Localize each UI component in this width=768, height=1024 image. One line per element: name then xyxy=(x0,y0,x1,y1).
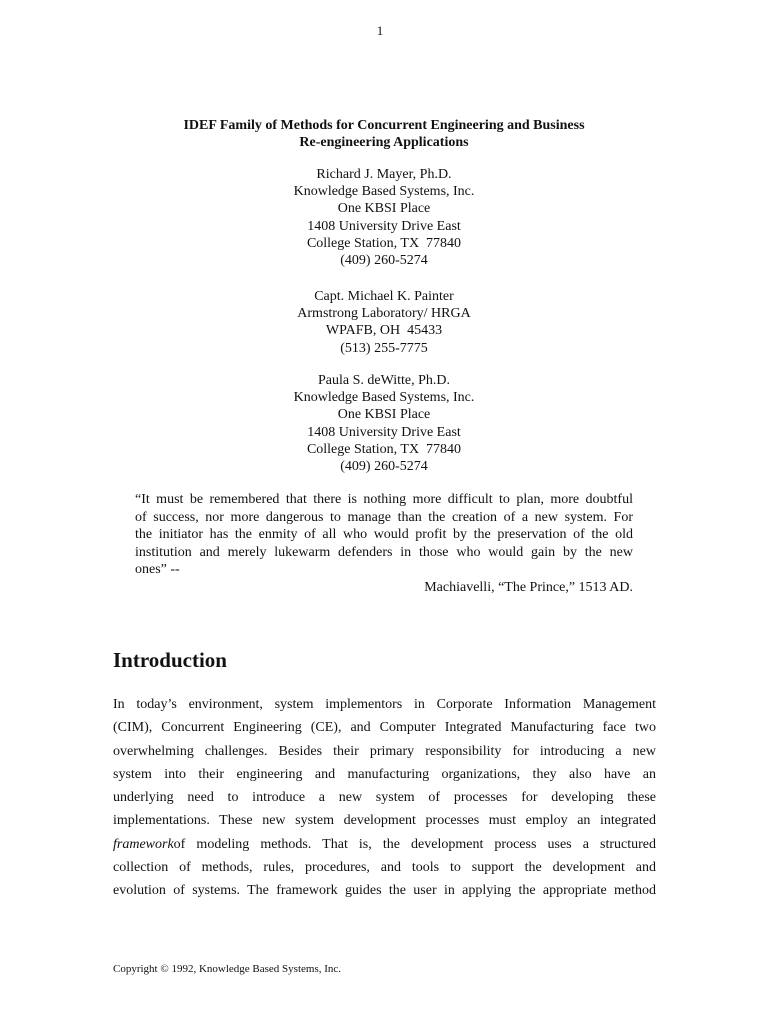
quote-line: “It must be remembered that there is nothing more difficult to plan, more doubtful xyxy=(135,492,633,507)
body-line: underlying need to introduce a new system of processes for developing these xyxy=(113,790,656,806)
author-address-line: 1408 University Drive East xyxy=(307,424,461,440)
author-phone: (513) 255-7775 xyxy=(340,340,428,356)
quote-line: ones” -- xyxy=(135,562,180,578)
author-city: WPAFB, OH 45433 xyxy=(325,323,443,339)
italic-term-framework: framework xyxy=(113,836,174,852)
author-phone: (409) 260-5274 xyxy=(340,253,428,269)
author-city: College Station, TX 77840 xyxy=(306,235,462,251)
author-block-painter xyxy=(0,288,768,357)
section-heading-introduction: Introduction xyxy=(113,648,227,672)
quote-line: institution and merely lukewarm defenders in those who would gain by the new xyxy=(135,544,633,560)
author-affiliation: Knowledge Based Systems, Inc. xyxy=(293,390,475,406)
body-line: (CIM), Concurrent Engineering (CE), and Computer Integrated Manufacturing face two xyxy=(113,720,656,736)
body-line: In today’s environment, system implementors in Corporate Information Management xyxy=(113,697,656,712)
introduction-paragraph xyxy=(113,693,656,903)
author-address-line: 1408 University Drive East xyxy=(307,218,461,234)
body-line: overwhelming challenges. Besides their primary responsibility for introducing a new xyxy=(113,743,656,759)
author-name: Capt. Michael K. Painter xyxy=(314,289,454,304)
page-number: 1 xyxy=(376,23,384,38)
author-block-dewitte xyxy=(0,372,768,475)
quote-line: of success, nor more dangerous to manage than the creation of a new system. For xyxy=(135,509,633,525)
author-name: Richard J. Mayer, Ph.D. xyxy=(316,167,452,182)
quote-line: the initiator has the enmity of all who would profit by the preservation of the old xyxy=(135,527,633,543)
author-address-line: One KBSI Place xyxy=(337,407,431,423)
body-line: implementations. These new system development processes must employ an integrated xyxy=(113,813,656,829)
author-city: College Station, TX 77840 xyxy=(306,441,462,457)
author-address-line: One KBSI Place xyxy=(337,201,431,217)
title-line-1: IDEF Family of Methods for Concurrent Engineering and Business xyxy=(183,118,585,133)
body-line: collection of methods, rules, procedures, and tools to support the development and xyxy=(113,860,656,876)
body-line xyxy=(113,833,656,856)
body-line: system into their engineering and manufacturing organizations, they also have an xyxy=(113,766,656,782)
body-line: evolution of systems. The framework guides the user in applying the appropriate method xyxy=(113,883,656,899)
author-affiliation: Knowledge Based Systems, Inc. xyxy=(293,184,475,200)
paper-title xyxy=(0,117,768,151)
copyright-footer: Copyright © 1992, Knowledge Based Systems, Inc. xyxy=(113,963,342,975)
author-phone: (409) 260-5274 xyxy=(340,459,428,475)
title-line-2: Re-engineering Applications xyxy=(299,135,469,150)
author-affiliation: Armstrong Laboratory/ HRGA xyxy=(297,306,471,322)
author-name: Paula S. deWitte, Ph.D. xyxy=(317,373,451,388)
epigraph-quote xyxy=(135,491,633,597)
body-line-text: of modeling methods. That is, the development process uses a structured xyxy=(173,836,656,852)
quote-attribution: Machiavelli, “The Prince,” 1513 AD. xyxy=(424,579,633,595)
author-block-mayer xyxy=(0,166,768,269)
